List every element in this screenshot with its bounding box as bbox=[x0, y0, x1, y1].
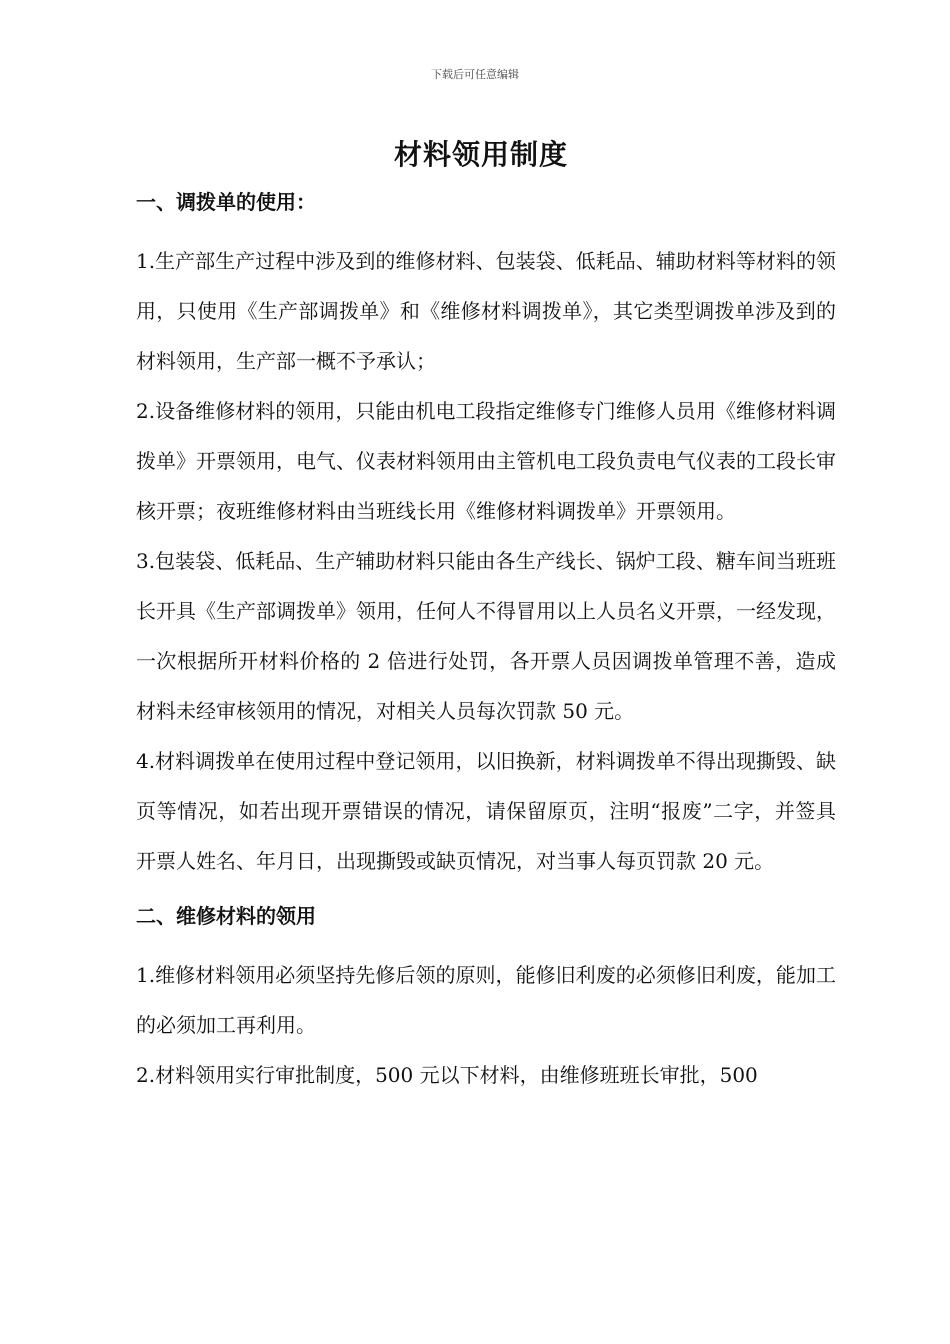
section-allocation-slip bbox=[136, 186, 836, 886]
paragraph: 3.包装袋、低耗品、生产辅助材料只能由各生产线长、锅炉工段、糖车间当班班长开具《生产部调拨单》领用，任何人不得冒用以上人员名义开票，一经发现，一次根据所开材料价格的 2 倍进行处罚，各开票人员因调拨单管理不善，造成材料未经审核领用的情况，对相关人员每次罚款 50 元。 bbox=[136, 549, 836, 723]
document-title: 材料领用制度 bbox=[393, 138, 568, 171]
paragraph: 2.设备维修材料的领用，只能由机电工段指定维修专门维修人员用《维修材料调拨单》开票领用，电气、仪表材料领用由主管机电工段负责电气仪表的工段长审核开票；夜班维修材料由当班线长用《维修材料调拨单》开票领用。 bbox=[136, 399, 836, 523]
section-heading: 一、调拨单的使用： bbox=[136, 190, 316, 214]
paragraph: 4.材料调拨单在使用过程中登记领用，以旧换新，材料调拨单不得出现撕毁、缺页等情况，如若出现开票错误的情况，请保留原页，注明“报废”二字，并签具开票人姓名、年月日，出现撕毁或缺页情况，对当事人每页罚款 20 元。 bbox=[136, 749, 836, 873]
section-heading: 二、维修材料的领用 bbox=[136, 904, 316, 928]
section-maintenance-materials bbox=[136, 900, 836, 1100]
document-body bbox=[136, 186, 836, 1100]
paragraph: 2.材料领用实行审批制度，500 元以下材料，由维修班班长审批，500 bbox=[136, 1063, 758, 1087]
paragraph: 1.维修材料领用必须坚持先修后领的原则，能修旧利废的必须修旧利废，能加工的必须加工再利用。 bbox=[136, 963, 836, 1037]
page-header-note: 下载后可任意编辑 bbox=[431, 68, 519, 81]
paragraph: 1.生产部生产过程中涉及到的维修材料、包装袋、低耗品、辅助材料等材料的领用，只使用《生产部调拨单》和《维修材料调拨单》，其它类型调拨单涉及到的材料领用，生产部一概不予承认； bbox=[136, 249, 836, 373]
